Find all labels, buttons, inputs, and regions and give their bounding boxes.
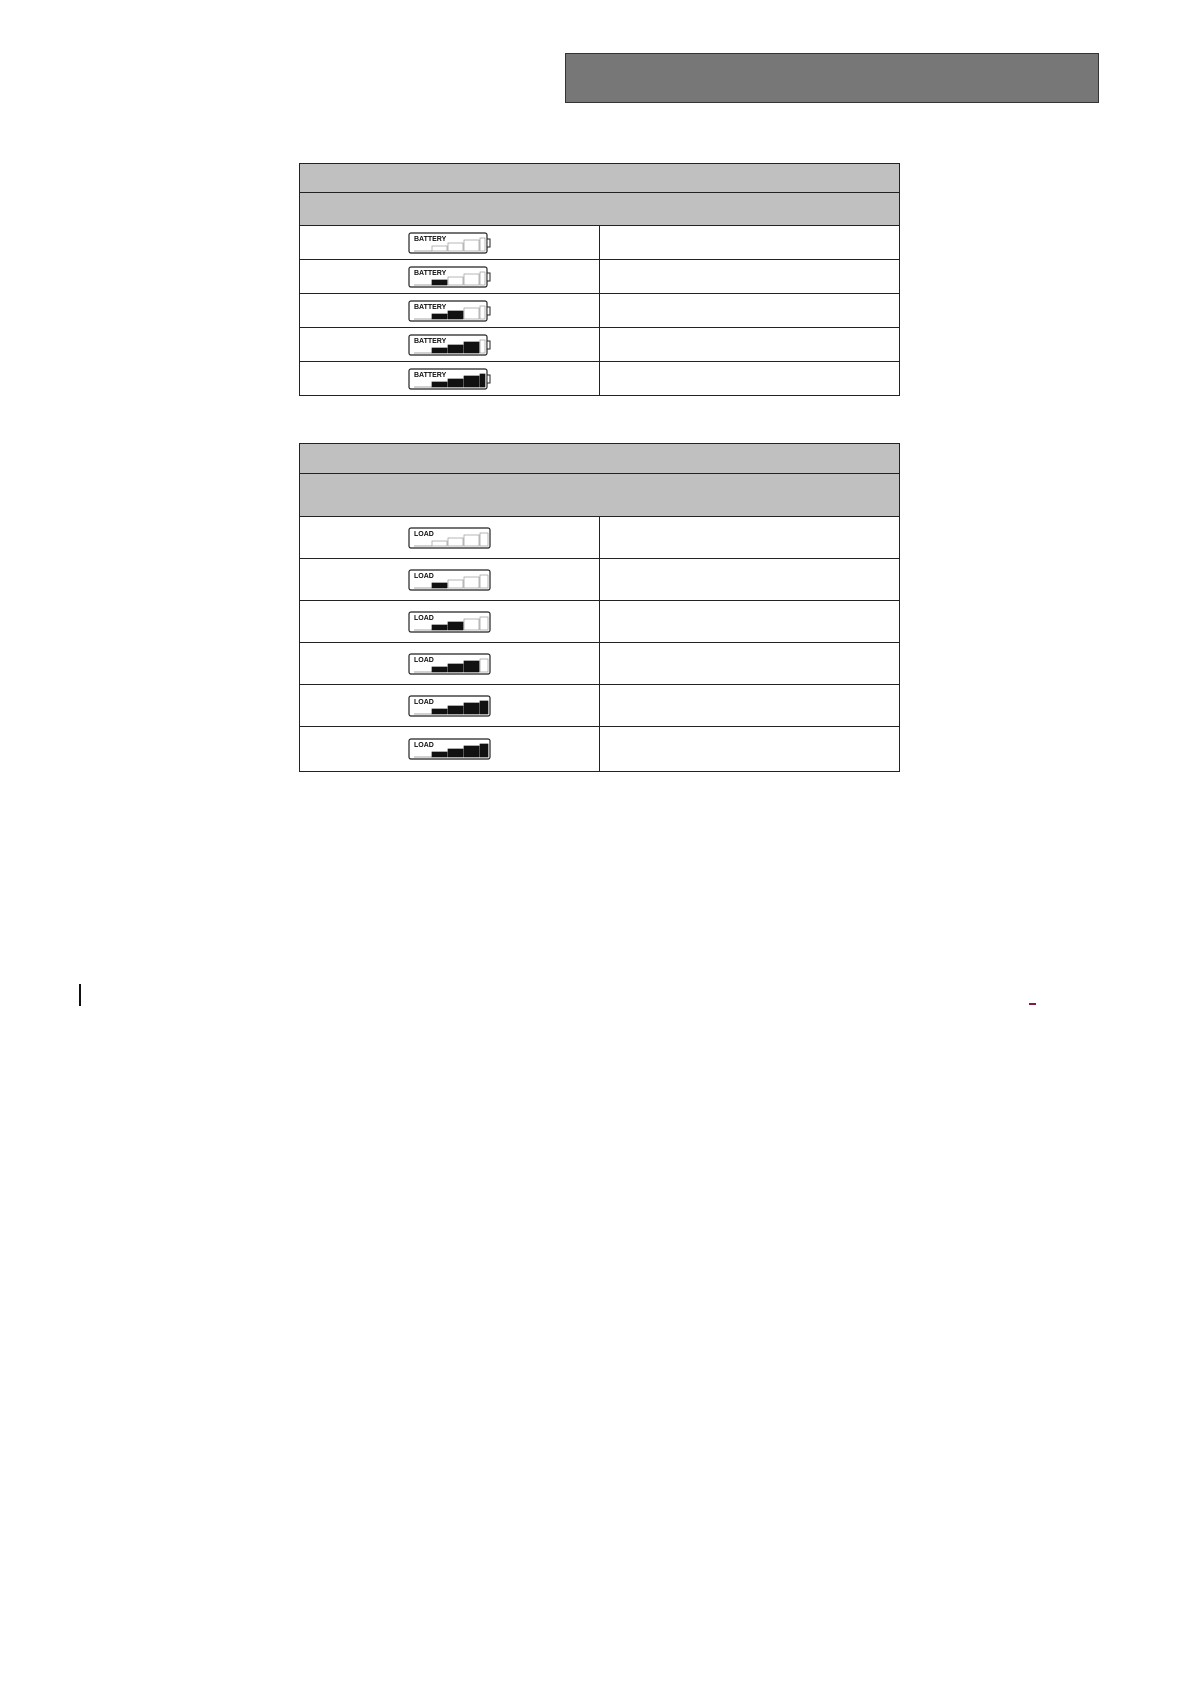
gauge-segment [432, 382, 447, 387]
table-header-cell [300, 164, 900, 193]
gauge-segment [432, 667, 447, 672]
description-cell [600, 685, 900, 727]
table-subheader-cell [300, 474, 900, 517]
load-level-gauge-icon [408, 611, 492, 633]
gauge-segment [480, 701, 488, 714]
indicator-icon-cell [300, 226, 600, 260]
description-cell [600, 328, 900, 362]
revision-bar [79, 984, 81, 1006]
table-row [300, 559, 900, 601]
gauge-segment [448, 580, 463, 588]
gauge-segment [480, 340, 485, 353]
description-cell [600, 559, 900, 601]
description-cell [600, 727, 900, 772]
table-row [300, 294, 900, 328]
indicator-icon-cell [300, 294, 600, 328]
battery-level-gauge-icon [408, 368, 492, 390]
gauge-segment [432, 280, 447, 285]
gauge-segment [448, 538, 463, 546]
load-level-gauge-icon [408, 695, 492, 717]
description-cell [600, 643, 900, 685]
indicator-icon-cell [300, 727, 600, 772]
table-row [300, 362, 900, 396]
gauge-segment [432, 246, 447, 251]
gauge-segment [480, 533, 488, 546]
indicator-icon-cell [300, 643, 600, 685]
gauge-segment [432, 709, 447, 714]
description-cell [600, 601, 900, 643]
gauge-label: LOAD [413, 698, 434, 706]
table-subheader-row [300, 193, 900, 226]
gauge-segment [464, 535, 479, 546]
gauge-segment [448, 706, 463, 714]
gauge-segment [464, 703, 479, 714]
table-row [300, 601, 900, 643]
gauge-label: LOAD [413, 656, 434, 664]
gauge-segment [448, 311, 463, 319]
load-level-gauge-icon [408, 738, 492, 760]
battery-indicator-table [299, 163, 900, 396]
gauge-segment [432, 625, 447, 630]
table-row [300, 328, 900, 362]
battery-terminal [487, 239, 490, 247]
gauge-segment [448, 622, 463, 630]
indicator-icon-cell [300, 328, 600, 362]
description-cell [600, 362, 900, 396]
gauge-segment [464, 577, 479, 588]
gauge-label: LOAD [413, 614, 434, 622]
battery-terminal [487, 375, 490, 383]
gauge-label: BATTERY [413, 269, 446, 277]
gauge-segment [464, 746, 479, 757]
table-row [300, 517, 900, 559]
description-cell [600, 260, 900, 294]
table-subheader-row [300, 474, 900, 517]
gauge-segment [464, 308, 479, 319]
page-mark [1029, 1003, 1036, 1005]
battery-level-gauge-icon [408, 266, 492, 288]
gauge-segment [480, 238, 485, 251]
gauge-segment [464, 619, 479, 630]
gauge-segment [464, 240, 479, 251]
gauge-segment [480, 575, 488, 588]
gauge-segment [480, 659, 488, 672]
table-row [300, 685, 900, 727]
gauge-segment [480, 272, 485, 285]
indicator-icon-cell [300, 559, 600, 601]
gauge-label: LOAD [413, 742, 434, 749]
table-header-cell [300, 444, 900, 474]
gauge-segment [448, 379, 463, 387]
gauge-segment [464, 376, 479, 387]
indicator-icon-cell [300, 685, 600, 727]
load-level-gauge-icon [408, 569, 492, 591]
load-indicator-table [299, 443, 900, 772]
battery-level-gauge-icon [408, 334, 492, 356]
gauge-segment [464, 274, 479, 285]
indicator-icon-cell [300, 260, 600, 294]
description-cell [600, 226, 900, 260]
gauge-label: LOAD [413, 572, 434, 580]
gauge-segment [432, 541, 447, 546]
gauge-segment [480, 744, 488, 757]
gauge-segment [464, 342, 479, 353]
gauge-label: BATTERY [413, 303, 446, 311]
gauge-label: BATTERY [413, 337, 446, 345]
gauge-segment [448, 345, 463, 353]
gauge-segment [448, 664, 463, 672]
gauge-segment [432, 752, 447, 757]
gauge-segment [480, 374, 485, 387]
gauge-label: LOAD [413, 530, 434, 538]
gauge-label: BATTERY [413, 235, 446, 243]
gauge-segment [480, 617, 488, 630]
gauge-label: BATTERY [413, 371, 446, 379]
table-row [300, 226, 900, 260]
gauge-segment [432, 583, 447, 588]
table-subheader-cell [300, 193, 900, 226]
gauge-segment [448, 749, 463, 757]
battery-terminal [487, 307, 490, 315]
section-header-bar [565, 53, 1099, 103]
table-row [300, 727, 900, 772]
battery-level-gauge-icon [408, 232, 492, 254]
table-row [300, 643, 900, 685]
indicator-icon-cell [300, 601, 600, 643]
load-level-gauge-icon [408, 527, 492, 549]
table-row [300, 260, 900, 294]
gauge-segment [480, 306, 485, 319]
gauge-segment [432, 348, 447, 353]
gauge-segment [464, 661, 479, 672]
gauge-segment [432, 314, 447, 319]
indicator-icon-cell [300, 517, 600, 559]
gauge-segment [448, 243, 463, 251]
battery-level-gauge-icon [408, 300, 492, 322]
gauge-segment [448, 277, 463, 285]
battery-terminal [487, 341, 490, 349]
battery-terminal [487, 273, 490, 281]
description-cell [600, 294, 900, 328]
table-header-row [300, 444, 900, 474]
load-level-gauge-icon [408, 653, 492, 675]
description-cell [600, 517, 900, 559]
table-header-row [300, 164, 900, 193]
indicator-icon-cell [300, 362, 600, 396]
